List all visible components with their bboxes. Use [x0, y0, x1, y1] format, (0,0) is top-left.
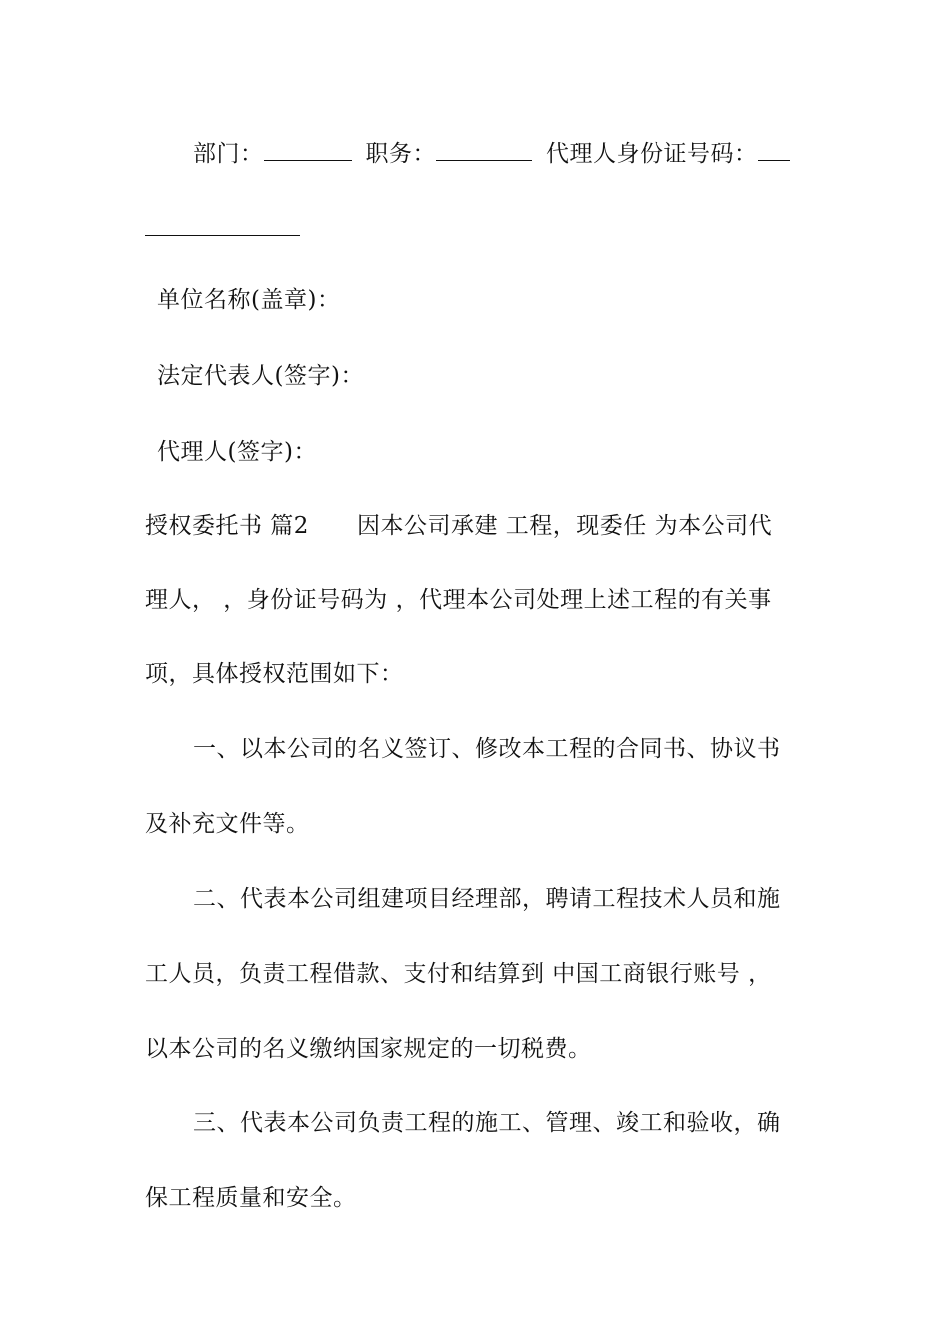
paragraph-1-line-2: 理人， ，身份证号码为 ，代理本公司处理上述工程的有关事 [145, 587, 772, 613]
item-1-line-1: 一、以本公司的名义签订、修改本工程的合同书、协议书 [193, 736, 781, 762]
dept-blank[interactable] [264, 138, 352, 161]
item-2-line-1: 二、代表本公司组建项目经理部，聘请工程技术人员和施 [193, 886, 781, 912]
paragraph-1-text: 因本公司承建 工程，现委任 为本公司代 [356, 513, 773, 539]
title-blank[interactable] [436, 138, 532, 161]
item-2-line-3: 以本公司的名义缴纳国家规定的一切税费。 [145, 1036, 592, 1062]
agent-signature-line: 代理人(签字)： [157, 439, 317, 465]
section-heading: 授权委托书 篇2 [145, 513, 309, 539]
paragraph-1-line-1 [145, 510, 810, 542]
dept-label: 部门： [193, 141, 264, 167]
paragraph-1-line-3: 项，具体授权范围如下： [145, 661, 404, 687]
title-label: 职务： [365, 141, 436, 167]
header-fields-line [193, 138, 858, 170]
item-3-line-2: 保工程质量和安全。 [145, 1185, 357, 1211]
item-3-line-1: 三、代表本公司负责工程的施工、管理、竣工和验收，确 [193, 1110, 781, 1136]
legal-rep-signature-line: 法定代表人(签字)： [157, 363, 364, 389]
item-2-line-2: 工人员，负责工程借款、支付和结算到 中国工商银行账号 ， [145, 961, 772, 987]
id-blank[interactable] [758, 138, 790, 161]
item-1-line-2: 及补充文件等。 [145, 811, 310, 837]
unit-signature-line: 单位名称(盖章)： [157, 287, 341, 313]
id-blank-continuation[interactable] [145, 235, 300, 236]
id-label: 代理人身份证号码： [546, 141, 758, 167]
